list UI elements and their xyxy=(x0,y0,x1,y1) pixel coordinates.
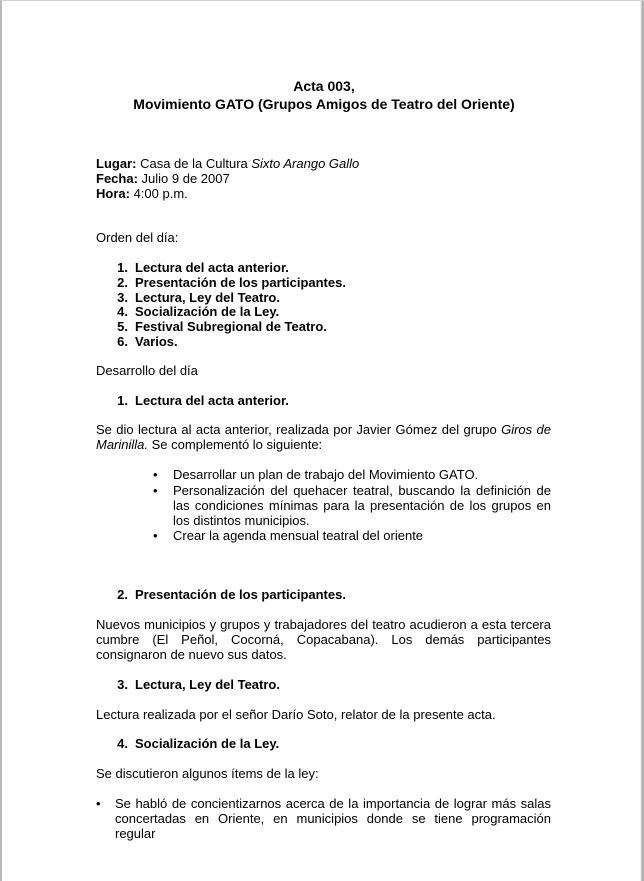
meta-fecha xyxy=(96,171,230,186)
fecha-value: Julio 9 de 2007 xyxy=(141,171,230,186)
lugar-value: Casa de la Cultura xyxy=(140,156,252,171)
bullet-text: Crear la agenda mensual teatral del oriente xyxy=(173,528,424,543)
development-heading: Desarrollo del día xyxy=(96,363,198,378)
lugar-value-italic: Sixto Arango Gallo xyxy=(251,156,360,171)
hora-value: 4:00 p.m. xyxy=(133,186,188,201)
bullet-icon: • xyxy=(153,483,158,498)
section-paragraph: Nuevos municipios y grupos y trabajadores del teatro acudieron a esta tercera cumbre (El Peñol, Cocorná, Copacabana). Los demás participantes consignaron de nuevo sus datos. xyxy=(96,617,551,662)
bullet-text: Personalización del quehacer teatral, buscando la definición de las condiciones mínimas para la presentación de los grupos en los distintos municipios. xyxy=(173,483,551,528)
agenda-item-num: 1. xyxy=(117,260,128,275)
lugar-label: Lugar: xyxy=(96,156,137,171)
bullet-icon: • xyxy=(96,796,101,811)
agenda-item-num: 2. xyxy=(117,275,128,290)
bullet-icon: • xyxy=(153,467,158,482)
agenda-item-text: Festival Subregional de Teatro. xyxy=(135,319,327,334)
section-title: Lectura del acta anterior. xyxy=(135,393,289,408)
section-paragraph xyxy=(96,422,551,452)
agenda-item-num: 6. xyxy=(117,334,128,349)
agenda-item-num: 5. xyxy=(117,319,128,334)
document-title-line1: Acta 003, xyxy=(293,78,355,94)
hora-label: Hora: xyxy=(96,186,130,201)
bullet-text: Desarrollar un plan de trabajo del Movimiento GATO. xyxy=(173,467,479,482)
section-num: 4. xyxy=(117,736,128,751)
meta-lugar xyxy=(96,156,359,171)
section-title: Lectura, Ley del Teatro. xyxy=(135,677,280,692)
bullet-text: Se habló de concientizarnos acerca de la importancia de lograr más salas concertadas en Oriente, en municipios donde se tiene programación regular xyxy=(115,796,551,841)
section-num: 1. xyxy=(117,393,128,408)
document-title-line2: Movimiento GATO (Grupos Amigos de Teatro del Oriente) xyxy=(133,96,515,112)
agenda-item-text: Socialización de la Ley. xyxy=(135,304,280,319)
agenda-item-num: 3. xyxy=(117,290,128,305)
section-paragraph-italic: Giros de Marinilla. xyxy=(96,422,551,452)
section-num: 3. xyxy=(117,677,128,692)
bullet-icon: • xyxy=(153,528,158,543)
section-title: Socialización de la Ley. xyxy=(135,736,280,751)
agenda-item-text: Lectura del acta anterior. xyxy=(135,260,289,275)
meta-hora xyxy=(96,186,188,201)
section-paragraph: Lectura realizada por el señor Darío Soto, relator de la presente acta. xyxy=(96,707,496,722)
agenda-item-num: 4. xyxy=(117,304,128,319)
section-paragraph-part: Se dio lectura al acta anterior, realizada por Javier Gómez del grupo xyxy=(96,422,502,437)
agenda-item-text: Varios. xyxy=(135,334,178,349)
agenda-item-text: Lectura, Ley del Teatro. xyxy=(135,290,280,305)
page-edge-shadow xyxy=(640,1,643,881)
agenda-item-text: Presentación de los participantes. xyxy=(135,275,346,290)
fecha-label: Fecha: xyxy=(96,171,138,186)
section-paragraph: Se discutieron algunos ítems de la ley: xyxy=(96,766,319,781)
section-paragraph-part: Se complementó lo siguiente: xyxy=(148,437,323,452)
agenda-heading: Orden del día: xyxy=(96,230,179,245)
section-num: 2. xyxy=(117,587,128,602)
section-title: Presentación de los participantes. xyxy=(135,587,346,602)
